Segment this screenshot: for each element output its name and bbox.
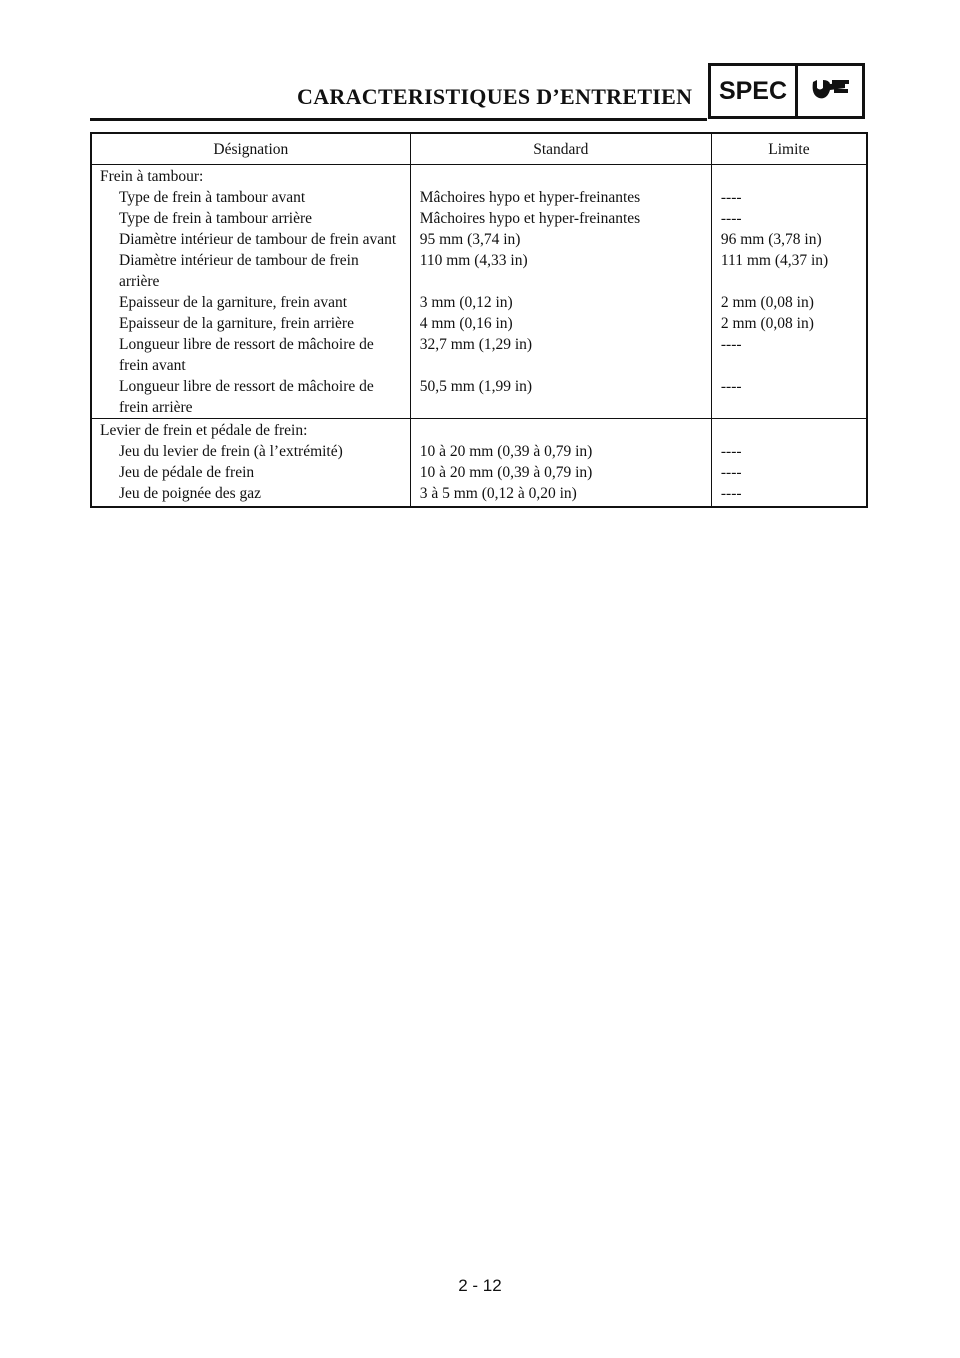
designation-cell: Jeu de pédale de frein xyxy=(91,462,410,483)
standard-cell: 110 mm (4,33 in) xyxy=(410,250,711,292)
group-header-row xyxy=(91,419,867,442)
designation-cell: Epaisseur de la garniture, frein arrière xyxy=(91,313,410,334)
wrench-icon xyxy=(798,66,862,116)
standard-cell: 4 mm (0,16 in) xyxy=(410,313,711,334)
table-row xyxy=(91,187,867,208)
limite-cell: ---- xyxy=(720,378,742,395)
table-row xyxy=(91,376,867,419)
table-row xyxy=(91,208,867,229)
standard-cell: 3 à 5 mm (0,12 à 0,20 in) xyxy=(410,483,711,507)
limite-cell: ---- xyxy=(720,464,742,481)
table-row xyxy=(91,313,867,334)
limite-cell: ---- xyxy=(720,336,742,353)
limite-cell: ---- xyxy=(720,189,742,206)
table-row xyxy=(91,250,867,292)
standard-cell: 95 mm (3,74 in) xyxy=(410,229,711,250)
limite-cell: 96 mm (3,78 in) xyxy=(720,231,822,248)
table-row xyxy=(91,292,867,313)
spec-table xyxy=(90,132,868,508)
page-title: CARACTERISTIQUES D’ENTRETIEN xyxy=(297,84,693,109)
group-title: Frein à tambour: xyxy=(91,165,410,188)
group-title: Levier de frein et pédale de frein: xyxy=(91,419,410,442)
limite-cell: 2 mm (0,08 in) xyxy=(720,294,814,311)
limite-cell: 2 mm (0,08 in) xyxy=(720,315,814,332)
standard-cell: 10 à 20 mm (0,39 à 0,79 in) xyxy=(410,441,711,462)
standard-cell: Mâchoires hypo et hyper-freinantes xyxy=(410,187,711,208)
table-row xyxy=(91,462,867,483)
limite-cell: 111 mm (4,37 in) xyxy=(720,252,829,269)
standard-cell: 3 mm (0,12 in) xyxy=(410,292,711,313)
designation-cell: Longueur libre de ressort de mâchoire de frein arrière xyxy=(91,376,410,419)
limite-cell: ---- xyxy=(720,210,742,227)
designation-cell: Epaisseur de la garniture, frein avant xyxy=(91,292,410,313)
designation-cell: Diamètre intérieur de tambour de frein arrière xyxy=(91,250,410,292)
column-header-limite: Limite xyxy=(711,133,867,165)
standard-cell: 50,5 mm (1,99 in) xyxy=(410,376,711,419)
spec-badge xyxy=(708,63,865,119)
designation-cell: Type de frein à tambour avant xyxy=(91,187,410,208)
table-row xyxy=(91,334,867,376)
table-row xyxy=(91,441,867,462)
limite-cell: ---- xyxy=(720,485,742,502)
standard-cell: 10 à 20 mm (0,39 à 0,79 in) xyxy=(410,462,711,483)
column-header-standard: Standard xyxy=(410,133,711,165)
standard-cell: Mâchoires hypo et hyper-freinantes xyxy=(410,208,711,229)
designation-cell: Diamètre intérieur de tambour de frein avant xyxy=(91,229,410,250)
designation-cell: Jeu du levier de frein (à l’extrémité) xyxy=(91,441,410,462)
designation-cell: Type de frein à tambour arrière xyxy=(91,208,410,229)
table-row xyxy=(91,483,867,507)
table-row xyxy=(91,229,867,250)
designation-cell: Jeu de poignée des gaz xyxy=(91,483,410,507)
limite-cell: ---- xyxy=(720,443,742,460)
group-header-row xyxy=(91,165,867,188)
column-header-designation: Désignation xyxy=(91,133,410,165)
page-number: 2 - 12 xyxy=(458,1276,502,1295)
standard-cell: 32,7 mm (1,29 in) xyxy=(410,334,711,376)
spec-label: SPEC xyxy=(711,66,798,116)
table-header-row xyxy=(91,133,867,165)
designation-cell: Longueur libre de ressort de mâchoire de frein avant xyxy=(91,334,410,376)
title-underline xyxy=(90,118,707,121)
